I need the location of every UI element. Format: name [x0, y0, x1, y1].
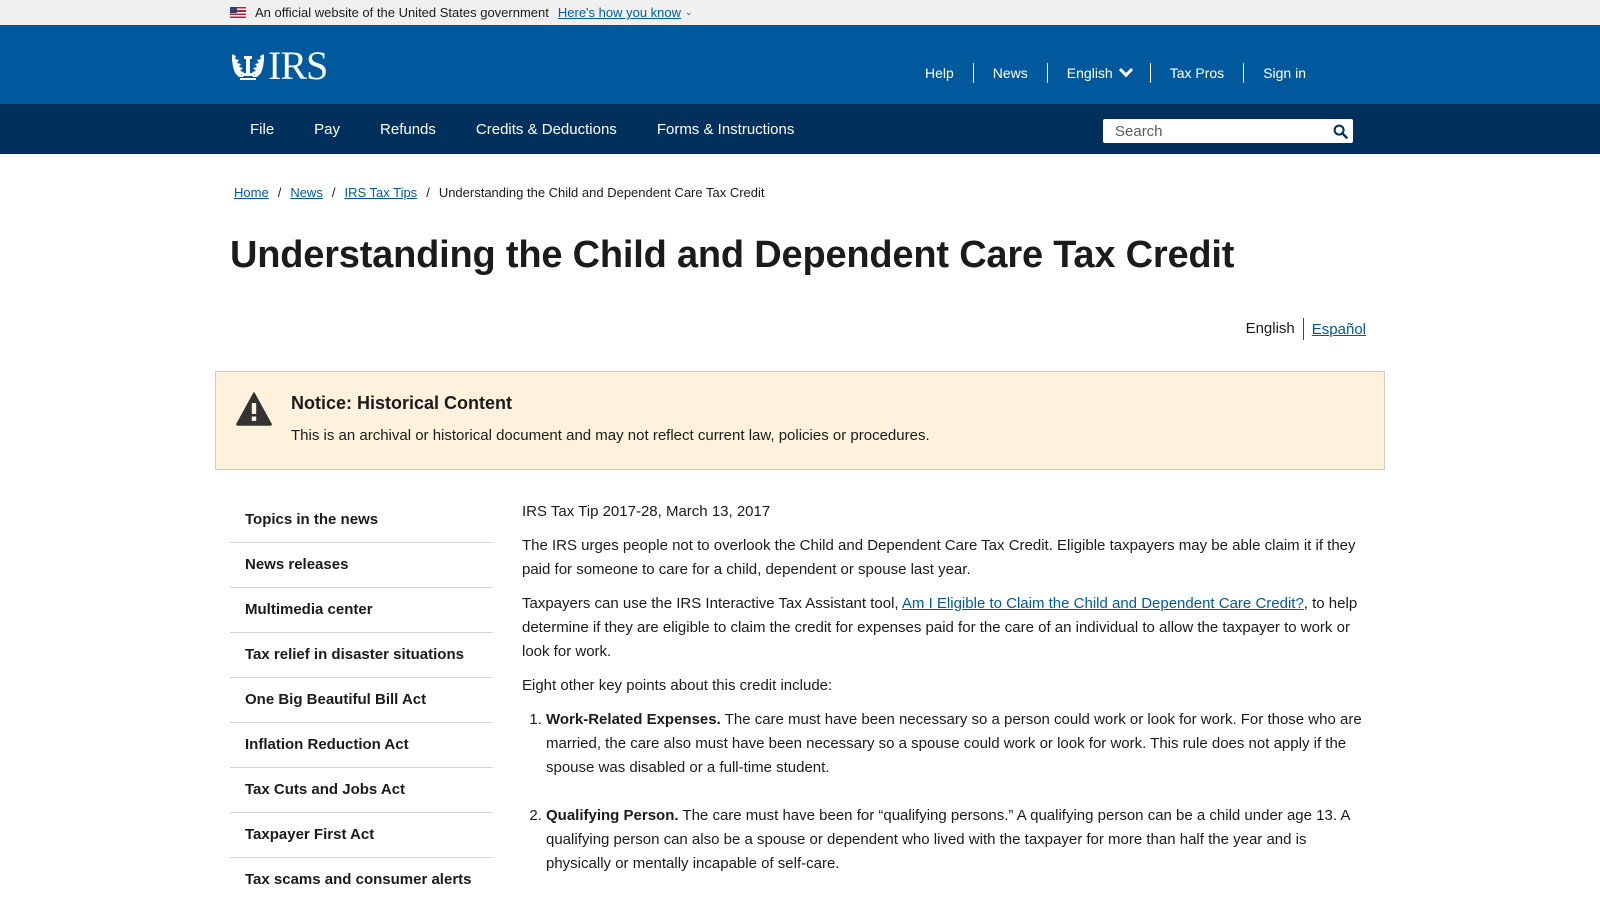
util-tax-pros-link[interactable]: Tax Pros — [1150, 63, 1243, 83]
sidebar-item-inflation-reduction-act[interactable]: Inflation Reduction Act — [230, 723, 493, 768]
language-espanol-link[interactable]: Español — [1311, 320, 1366, 338]
breadcrumb — [234, 185, 765, 200]
article-intro: The IRS urges people not to overlook the Child and Dependent Care Tax Credit. Eligible taxpayers may be able claim it if they paid for someone to care for a child, dependent or spouse last year. — [522, 537, 1356, 578]
language-switcher — [1246, 318, 1366, 340]
util-news-link[interactable]: News — [973, 63, 1047, 83]
util-sign-in-link[interactable]: Sign in — [1243, 63, 1325, 83]
search-button[interactable] — [1327, 120, 1353, 142]
nav-refunds[interactable]: Refunds — [380, 120, 436, 138]
nav-credits-deductions[interactable]: Credits & Deductions — [475, 120, 617, 138]
language-current: English — [1246, 318, 1304, 340]
utility-nav — [906, 63, 1325, 83]
sidebar-item-taxpayer-first-act[interactable]: Taxpayer First Act — [230, 813, 493, 858]
search-input[interactable] — [1103, 120, 1327, 142]
language-dropdown-label: English — [1066, 65, 1113, 81]
breadcrumb-separator: / — [277, 185, 282, 200]
article-tool-paragraph — [522, 592, 1362, 664]
tool-text-before: Taxpayers can use the IRS Interactive Tax Assistant tool, — [522, 595, 902, 612]
irs-logo[interactable] — [230, 43, 328, 88]
sidebar-item-tax-scams-alerts[interactable]: Tax scams and consumer alerts — [245, 871, 472, 888]
search-box — [1103, 119, 1353, 143]
breadcrumb-home[interactable]: Home — [234, 185, 269, 200]
gov-banner — [0, 0, 1600, 25]
breadcrumb-news[interactable]: News — [290, 185, 323, 200]
point-title: Qualifying Person. — [546, 807, 679, 824]
sidebar-item-one-big-beautiful-bill-act[interactable]: One Big Beautiful Bill Act — [230, 678, 493, 723]
breadcrumb-current: Understanding the Child and Dependent Care Tax Credit — [438, 185, 765, 200]
util-help-link[interactable]: Help — [924, 65, 954, 81]
article-dateline: IRS Tax Tip 2017-28, March 13, 2017 — [522, 503, 771, 520]
page-title: Understanding the Child and Dependent Care Tax Credit — [230, 234, 1235, 276]
sidebar-item-multimedia-center[interactable]: Multimedia center — [230, 588, 493, 633]
us-flag-icon — [230, 7, 246, 18]
point-text: The care must have been for “qualifying persons.” A qualifying person can be a child under age 13. A qualifying person can also be a spouse or dependent who lived with the taxpayer for more than half the year and is physically or mentally incapable of self-care. — [546, 807, 1350, 872]
main-nav — [0, 104, 1600, 154]
sidebar-item-tax-cuts-jobs-act[interactable]: Tax Cuts and Jobs Act — [230, 768, 493, 813]
sidebar-item-tax-relief-disaster[interactable]: Tax relief in disaster situations — [230, 633, 493, 678]
logo-text: IRS — [268, 43, 328, 88]
notice-title: Notice: Historical Content — [291, 393, 513, 413]
list-item — [546, 804, 1362, 876]
ita-eligibility-link[interactable]: Am I Eligible to Claim the Child and Dependent Care Credit? — [901, 595, 1304, 612]
historical-notice — [215, 371, 1385, 470]
sidebar-item-news-releases[interactable]: News releases — [230, 543, 493, 588]
sidebar-nav — [230, 498, 493, 903]
key-points-list — [546, 708, 1362, 876]
search-icon — [1333, 124, 1348, 139]
breadcrumb-irs-tax-tips[interactable]: IRS Tax Tips — [344, 185, 418, 200]
nav-pay[interactable]: Pay — [314, 120, 341, 138]
point-text: The care must have been necessary so a person could work or look for work. For those who are married, the care also must have been necessary so a spouse could work or look for work. This rule does not apply if the spouse was disabled or a full-time student. — [546, 711, 1362, 776]
heres-how-you-know-link[interactable]: Here's how you know — [557, 5, 682, 20]
gov-banner-text: An official website of the United States government — [255, 5, 549, 20]
eagle-icon — [230, 48, 266, 84]
breadcrumb-separator: / — [331, 185, 336, 200]
notice-body: This is an archival or historical document and may not reflect current law, policies or procedures. — [291, 427, 930, 444]
breadcrumb-separator: / — [426, 185, 430, 200]
site-header — [0, 25, 1600, 104]
chevron-down-icon — [1119, 63, 1133, 77]
tool-text-after: , to help determine if they are eligible to claim the credit for expenses paid for the care of an individual to allow the taxpayer to work or look for work. — [522, 595, 1358, 660]
language-dropdown[interactable] — [1047, 63, 1150, 83]
nav-forms-instructions[interactable]: Forms & Instructions — [656, 120, 795, 138]
article-body — [522, 500, 1362, 900]
warning-icon — [236, 392, 272, 426]
sidebar-item-topics-in-the-news[interactable]: Topics in the news — [230, 498, 493, 543]
article-list-intro: Eight other key points about this credit include: — [522, 677, 833, 694]
point-title: Work-Related Expenses. — [546, 711, 721, 728]
list-item — [546, 708, 1362, 780]
nav-file[interactable]: File — [250, 120, 275, 138]
chevron-down-icon[interactable]: ⌄ — [685, 7, 693, 17]
